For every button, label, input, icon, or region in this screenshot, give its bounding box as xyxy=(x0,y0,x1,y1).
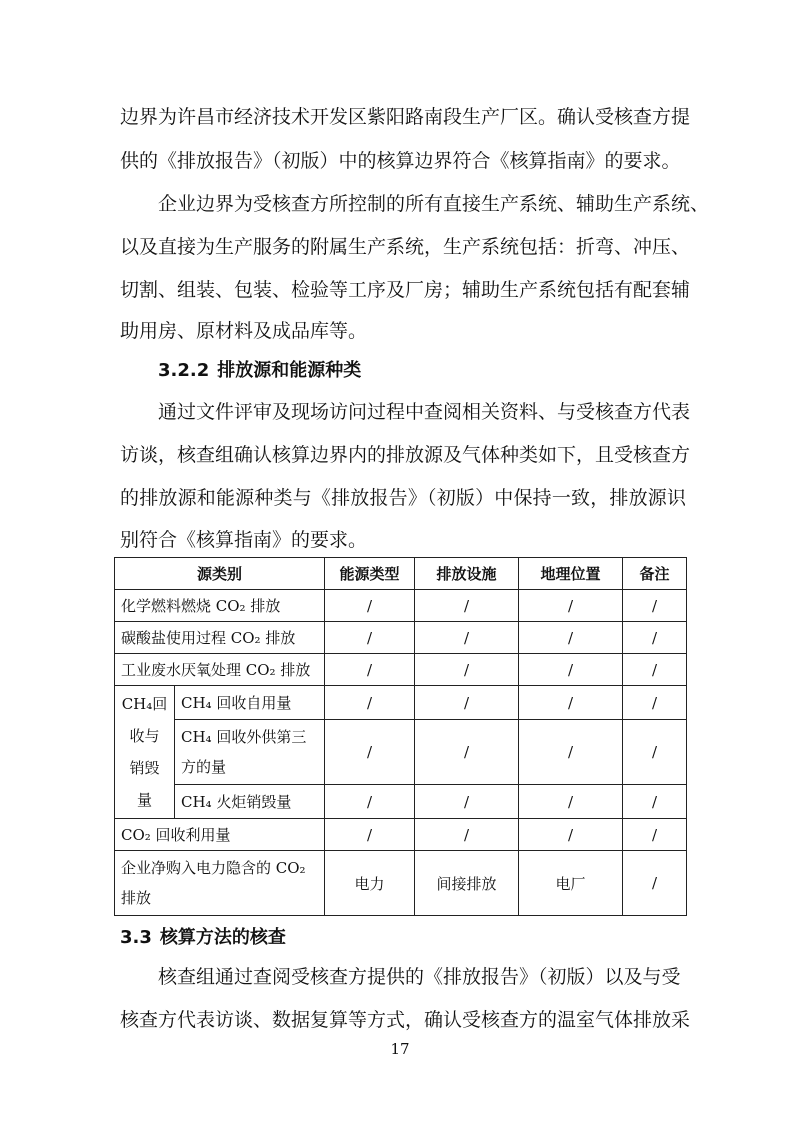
paragraph-2-line-1: 企业边界为受核查方所控制的所有直接生产系统、辅助生产系统、 xyxy=(158,193,710,215)
table-cell: / xyxy=(623,851,687,916)
emission-source-table xyxy=(114,557,687,916)
paragraph-1-line-2: 供的《排放报告》（初版）中的核算边界符合《核算指南》的要求。 xyxy=(120,150,681,172)
row-label xyxy=(115,851,325,916)
table-row xyxy=(115,622,687,654)
paragraph-2-line-3: 切割、组装、包装、检验等工序及厂房；辅助生产系统包括有配套辅 xyxy=(120,279,691,301)
table-cell: / xyxy=(623,590,687,622)
header-location: 地理位置 xyxy=(519,558,623,590)
table-header-row xyxy=(115,558,687,590)
table-cell: 电力 xyxy=(325,851,415,916)
table-cell: / xyxy=(325,785,415,819)
page-number: 17 xyxy=(390,1040,410,1058)
section-title: 核算方法的核查 xyxy=(159,927,286,948)
row-label-line: 企业净购入电力隐含的 CO₂ xyxy=(121,859,306,877)
table-row xyxy=(115,590,687,622)
row-label-line: CH₄ 回收外供第三 xyxy=(181,728,307,746)
group-label-line: 量 xyxy=(136,791,152,809)
paragraph-3-line-2: 访谈，核查组确认核算边界内的排放源及气体种类如下，且受核查方 xyxy=(120,444,691,466)
table-row xyxy=(115,785,687,819)
group-label-ch4 xyxy=(115,686,175,819)
row-label: CO₂ 回收利用量 xyxy=(115,819,325,851)
paragraph-1-line-1: 边界为许昌市经济技术开发区紫阳路南段生产厂区。确认受核查方提 xyxy=(120,106,691,128)
header-emission-facility: 排放设施 xyxy=(415,558,519,590)
table-cell: / xyxy=(623,785,687,819)
table-cell: / xyxy=(519,654,623,686)
row-label: 工业废水厌氧处理 CO₂ 排放 xyxy=(115,654,325,686)
table-cell: / xyxy=(415,819,519,851)
section-title: 排放源和能源种类 xyxy=(217,360,362,381)
table-cell: / xyxy=(415,654,519,686)
row-label: 化学燃料燃烧 CO₂ 排放 xyxy=(115,590,325,622)
paragraph-2-line-2: 以及直接为生产服务的附属生产系统，生产系统包括：折弯、冲压、 xyxy=(120,236,691,258)
group-label-line: CH₄回 xyxy=(121,695,168,713)
group-label-line: 销毁 xyxy=(129,759,160,777)
table-cell: / xyxy=(325,720,415,785)
table-cell: / xyxy=(519,785,623,819)
table-cell: / xyxy=(519,686,623,720)
row-label: CH₄ 回收自用量 xyxy=(175,686,325,720)
section-number: 3.2.2 xyxy=(158,360,210,381)
table-cell: / xyxy=(415,785,519,819)
section-heading-3-3 xyxy=(120,924,686,952)
paragraph-4-line-1: 核查组通过查阅受核查方提供的《排放报告》（初版）以及与受 xyxy=(158,966,681,988)
section-number: 3.3 xyxy=(120,927,152,948)
table-row xyxy=(115,720,687,785)
paragraph-3-line-3: 的排放源和能源种类与《排放报告》（初版）中保持一致，排放源识 xyxy=(120,487,686,509)
table-row xyxy=(115,654,687,686)
table-cell: / xyxy=(415,720,519,785)
row-label: 碳酸盐使用过程 CO₂ 排放 xyxy=(115,622,325,654)
table-cell: 电厂 xyxy=(519,851,623,916)
table-cell: / xyxy=(623,654,687,686)
row-label xyxy=(175,720,325,785)
header-remarks: 备注 xyxy=(623,558,687,590)
section-heading-3-2-2 xyxy=(158,357,724,385)
table-cell: / xyxy=(519,590,623,622)
table-cell: / xyxy=(325,622,415,654)
table-cell: / xyxy=(623,819,687,851)
table-cell: 间接排放 xyxy=(415,851,519,916)
table-cell: / xyxy=(415,590,519,622)
table-cell: / xyxy=(325,686,415,720)
row-label-line: 方的量 xyxy=(181,758,227,776)
table-row xyxy=(115,851,687,916)
header-energy-type: 能源类型 xyxy=(325,558,415,590)
table-cell: / xyxy=(519,720,623,785)
table-cell: / xyxy=(325,590,415,622)
table-cell: / xyxy=(415,622,519,654)
paragraph-3-line-4: 别符合《核算指南》的要求。 xyxy=(120,529,368,551)
table-cell: / xyxy=(623,720,687,785)
header-source-category: 源类别 xyxy=(115,558,325,590)
row-label: CH₄ 火炬销毁量 xyxy=(175,785,325,819)
table-cell: / xyxy=(415,686,519,720)
table-row xyxy=(115,686,687,720)
table-cell: / xyxy=(623,686,687,720)
table-cell: / xyxy=(325,654,415,686)
table-cell: / xyxy=(519,819,623,851)
table-row xyxy=(115,819,687,851)
paragraph-2-line-4: 助用房、原材料及成品库等。 xyxy=(120,320,368,342)
group-label-line: 收与 xyxy=(129,727,160,745)
table-cell: / xyxy=(519,622,623,654)
row-label-line: 排放 xyxy=(121,889,152,907)
table-cell: / xyxy=(325,819,415,851)
paragraph-4-line-2: 核查方代表访谈、数据复算等方式，确认受核查方的温室气体排放采 xyxy=(120,1009,691,1031)
table-cell: / xyxy=(623,622,687,654)
paragraph-3-line-1: 通过文件评审及现场访问过程中查阅相关资料、与受核查方代表 xyxy=(158,401,691,423)
